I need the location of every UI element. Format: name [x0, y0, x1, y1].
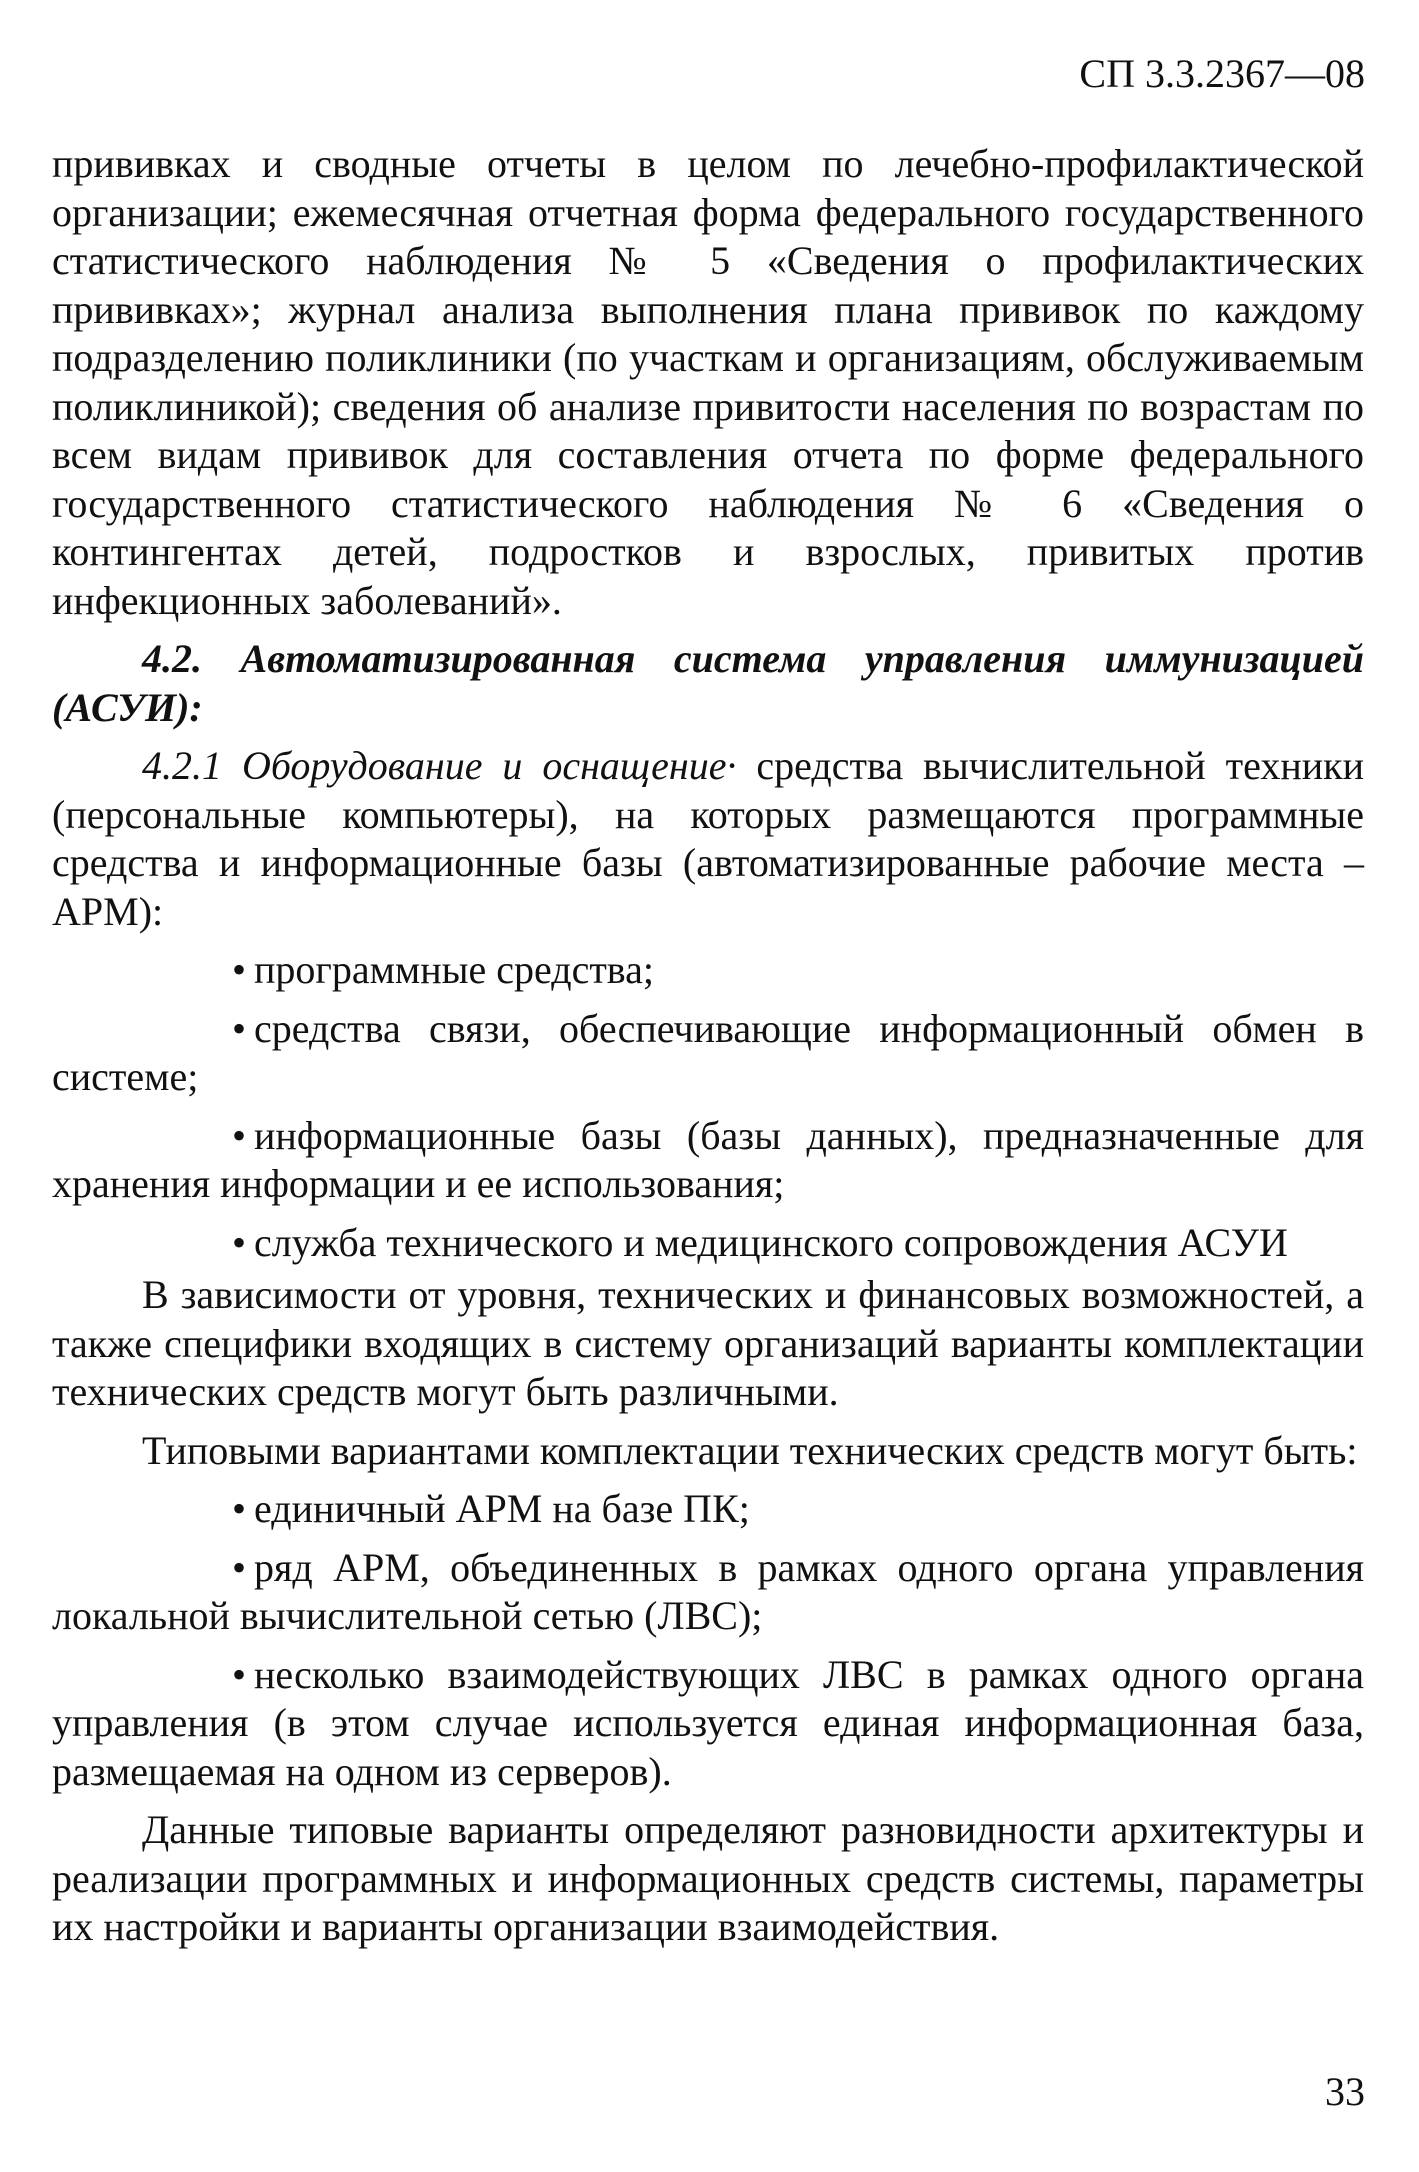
- document-body: [52, 140, 1364, 1952]
- bullet-icon: •: [232, 947, 247, 992]
- section-4-2-1-text: средства вычислительной техники (персональные компьютеры), на которых размещаются программные средства и информационные базы (автоматизированные рабочие места – АРМ):: [52, 743, 1364, 934]
- paragraph-typical-variants: Типовыми вариантами комплектации технических средств могут быть:: [142, 1427, 1358, 1473]
- page-number: 33: [1325, 2069, 1365, 2114]
- list-item: [52, 946, 1364, 995]
- list-item-text: ряд АРМ, объединенных в рамках одного органа управления локальной вычислительной сетью (ЛВС);: [52, 1544, 1364, 1638]
- list-item: [52, 1544, 1364, 1641]
- list-item: [52, 1485, 1364, 1534]
- paragraph-vaccination-reports: прививках и сводные отчеты в целом по лечебно-профилактической организации; ежемесячная отчетная форма федерального государственного статистического наблюдения № 5 «Сведения о профилактических прививках»; журнал анализа выполнения плана прививок по каждому подразделению поликлиники (по участкам и организациям, обслуживаемым поликлиникой); сведения об анализе привитости населения по возрастам по всем видам прививок для составления отчета по форме федерального государственного статистического наблюдения № 6 «Сведения о контингентах детей, подростков и взрослых, привитых против инфекционных заболеваний».: [52, 141, 1364, 623]
- list-item-text: программные средства;: [254, 947, 655, 992]
- bullet-icon: •: [232, 1651, 247, 1697]
- paragraph-dependency: В зависимости от уровня, технических и финансовых возможностей, а также специфики входящих в систему организаций варианты комплектации технических средств могут быть различными.: [52, 1272, 1364, 1414]
- section-4-2-heading: 4.2. Автоматизированная система управления иммунизацией (АСУИ):: [52, 636, 1364, 730]
- section-4-2-1-paragraph: [52, 742, 1364, 936]
- bullet-icon: •: [232, 1112, 247, 1158]
- bullet-icon: •: [232, 1219, 247, 1265]
- section-4-2-1-label: 4.2.1 Оборудование и оснащение·: [142, 743, 737, 788]
- list-item-text: средства связи, обеспечивающие информационный обмен в системе;: [52, 1005, 1364, 1099]
- list-item-text: несколько взаимодействующих ЛВС в рамках одного органа управления (в этом случае используется единая информационная база, размещаемая на одном из серверов).: [52, 1651, 1364, 1794]
- bullet-icon: •: [232, 1005, 247, 1051]
- list-item: [52, 1651, 1364, 1797]
- paragraph-final: Данные типовые варианты определяют разновидности архитектуры и реализации программных и информационных средств системы, параметры их настройки и варианты организации взаимодействия.: [52, 1807, 1364, 1949]
- list-item: [52, 1219, 1364, 1268]
- list-item: [52, 1005, 1364, 1102]
- bullet-icon: •: [232, 1486, 247, 1531]
- document-code-header: СП 3.3.2367—08: [1079, 51, 1365, 96]
- list-item-text: информационные базы (базы данных), предназначенные для хранения информации и ее использования;: [52, 1112, 1364, 1206]
- list-item-text: единичный АРМ на базе ПК;: [254, 1486, 750, 1531]
- list-item: [52, 1112, 1364, 1209]
- bullet-icon: •: [232, 1544, 247, 1590]
- list-item-text: служба технического и медицинского сопровождения АСУИ: [254, 1219, 1288, 1265]
